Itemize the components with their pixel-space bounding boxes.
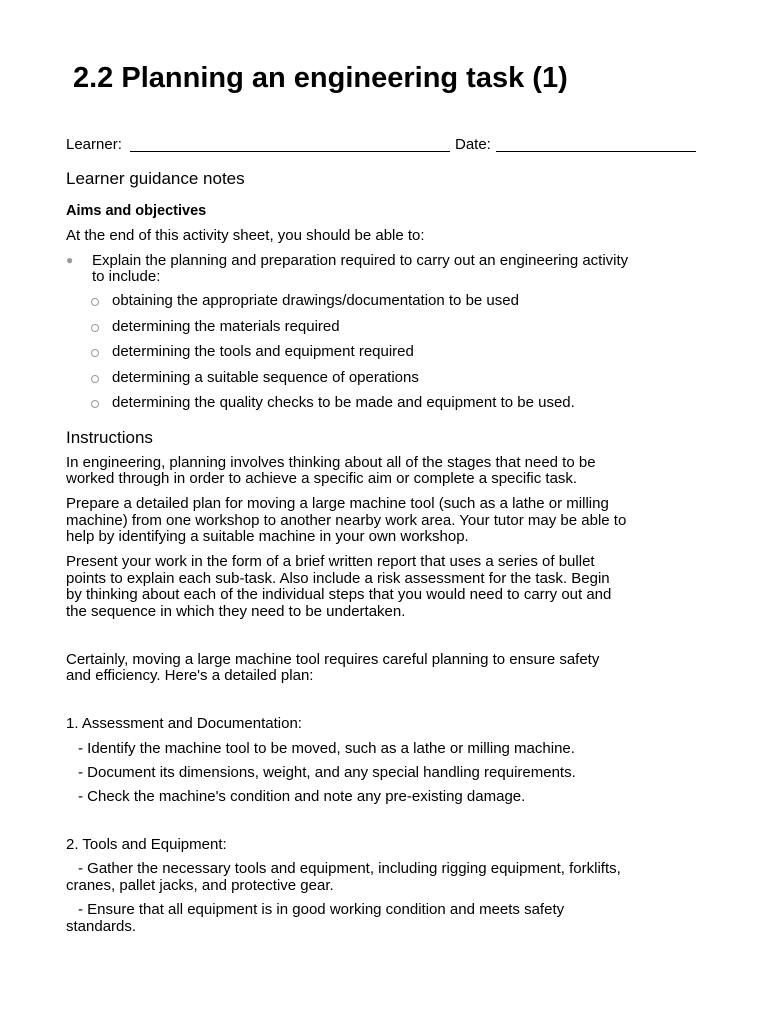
- guidance-heading: Learner guidance notes: [66, 169, 245, 188]
- sub-item: determining the materials required: [112, 318, 340, 335]
- section1-item: - Identify the machine tool to be moved, such as a lathe or milling machine.: [78, 740, 575, 757]
- instructions-para2-line: machine) from one workshop to another nearby work area. Your tutor may be able to: [66, 512, 627, 529]
- date-field[interactable]: [496, 151, 696, 152]
- sub-item: determining a suitable sequence of operations: [112, 369, 419, 386]
- instructions-heading: Instructions: [66, 428, 153, 447]
- instructions-para3-line: Present your work in the form of a brief written report that uses a series of bullet: [66, 553, 595, 570]
- learner-field[interactable]: [130, 151, 450, 152]
- sub-bullet-circle-icon: [91, 298, 99, 306]
- section2-heading: 2. Tools and Equipment:: [66, 836, 227, 853]
- bullet-dot-icon: ●: [66, 253, 74, 267]
- aims-heading: Aims and objectives: [66, 203, 207, 219]
- sub-item: obtaining the appropriate drawings/documentation to be used: [112, 292, 519, 309]
- sub-bullet-circle-icon: [91, 324, 99, 332]
- section1-item: - Check the machine's condition and note any pre-existing damage.: [78, 788, 526, 805]
- sub-item: determining the tools and equipment required: [112, 343, 414, 360]
- section2-item1-line: - Gather the necessary tools and equipment, including rigging equipment, forklifts,: [78, 860, 621, 877]
- bullet-text-line1: Explain the planning and preparation required to carry out an engineering activity: [92, 252, 629, 269]
- learner-label: Learner:: [66, 136, 122, 153]
- aims-intro: At the end of this activity sheet, you should be able to:: [66, 227, 425, 244]
- section2-item1-line: cranes, pallet jacks, and protective gear.: [66, 877, 334, 894]
- sub-item: determining the quality checks to be made and equipment to be used.: [112, 394, 575, 411]
- sub-bullet-circle-icon: [91, 375, 99, 383]
- instructions-para3-line: by thinking about each of the individual steps that you would need to carry out and: [66, 586, 612, 603]
- answer-intro-line: and efficiency. Here's a detailed plan:: [66, 667, 314, 684]
- section1-heading: 1. Assessment and Documentation:: [66, 715, 302, 732]
- section2-item2-line: - Ensure that all equipment is in good working condition and meets safety: [78, 901, 565, 918]
- instructions-para2-line: Prepare a detailed plan for moving a large machine tool (such as a lathe or milling: [66, 495, 609, 512]
- answer-intro-line: Certainly, moving a large machine tool requires careful planning to ensure safety: [66, 651, 600, 668]
- sub-bullet-circle-icon: [91, 349, 99, 357]
- sub-bullet-circle-icon: [91, 400, 99, 408]
- instructions-para3-line: the sequence in which they need to be undertaken.: [66, 603, 406, 620]
- section2-item2-line: standards.: [66, 918, 137, 935]
- page-title: 2.2 Planning an engineering task (1): [73, 62, 568, 94]
- bullet-text-line2: to include:: [92, 268, 161, 285]
- instructions-para1-line: worked through in order to achieve a specific aim or complete a specific task.: [66, 470, 578, 487]
- date-label: Date:: [455, 136, 491, 153]
- instructions-para1-line: In engineering, planning involves thinking about all of the stages that need to be: [66, 454, 596, 471]
- section1-item: - Document its dimensions, weight, and any special handling requirements.: [78, 764, 576, 781]
- instructions-para2-line: help by identifying a suitable machine in your own workshop.: [66, 528, 469, 545]
- instructions-para3-line: points to explain each sub-task. Also include a risk assessment for the task. Begin: [66, 570, 610, 587]
